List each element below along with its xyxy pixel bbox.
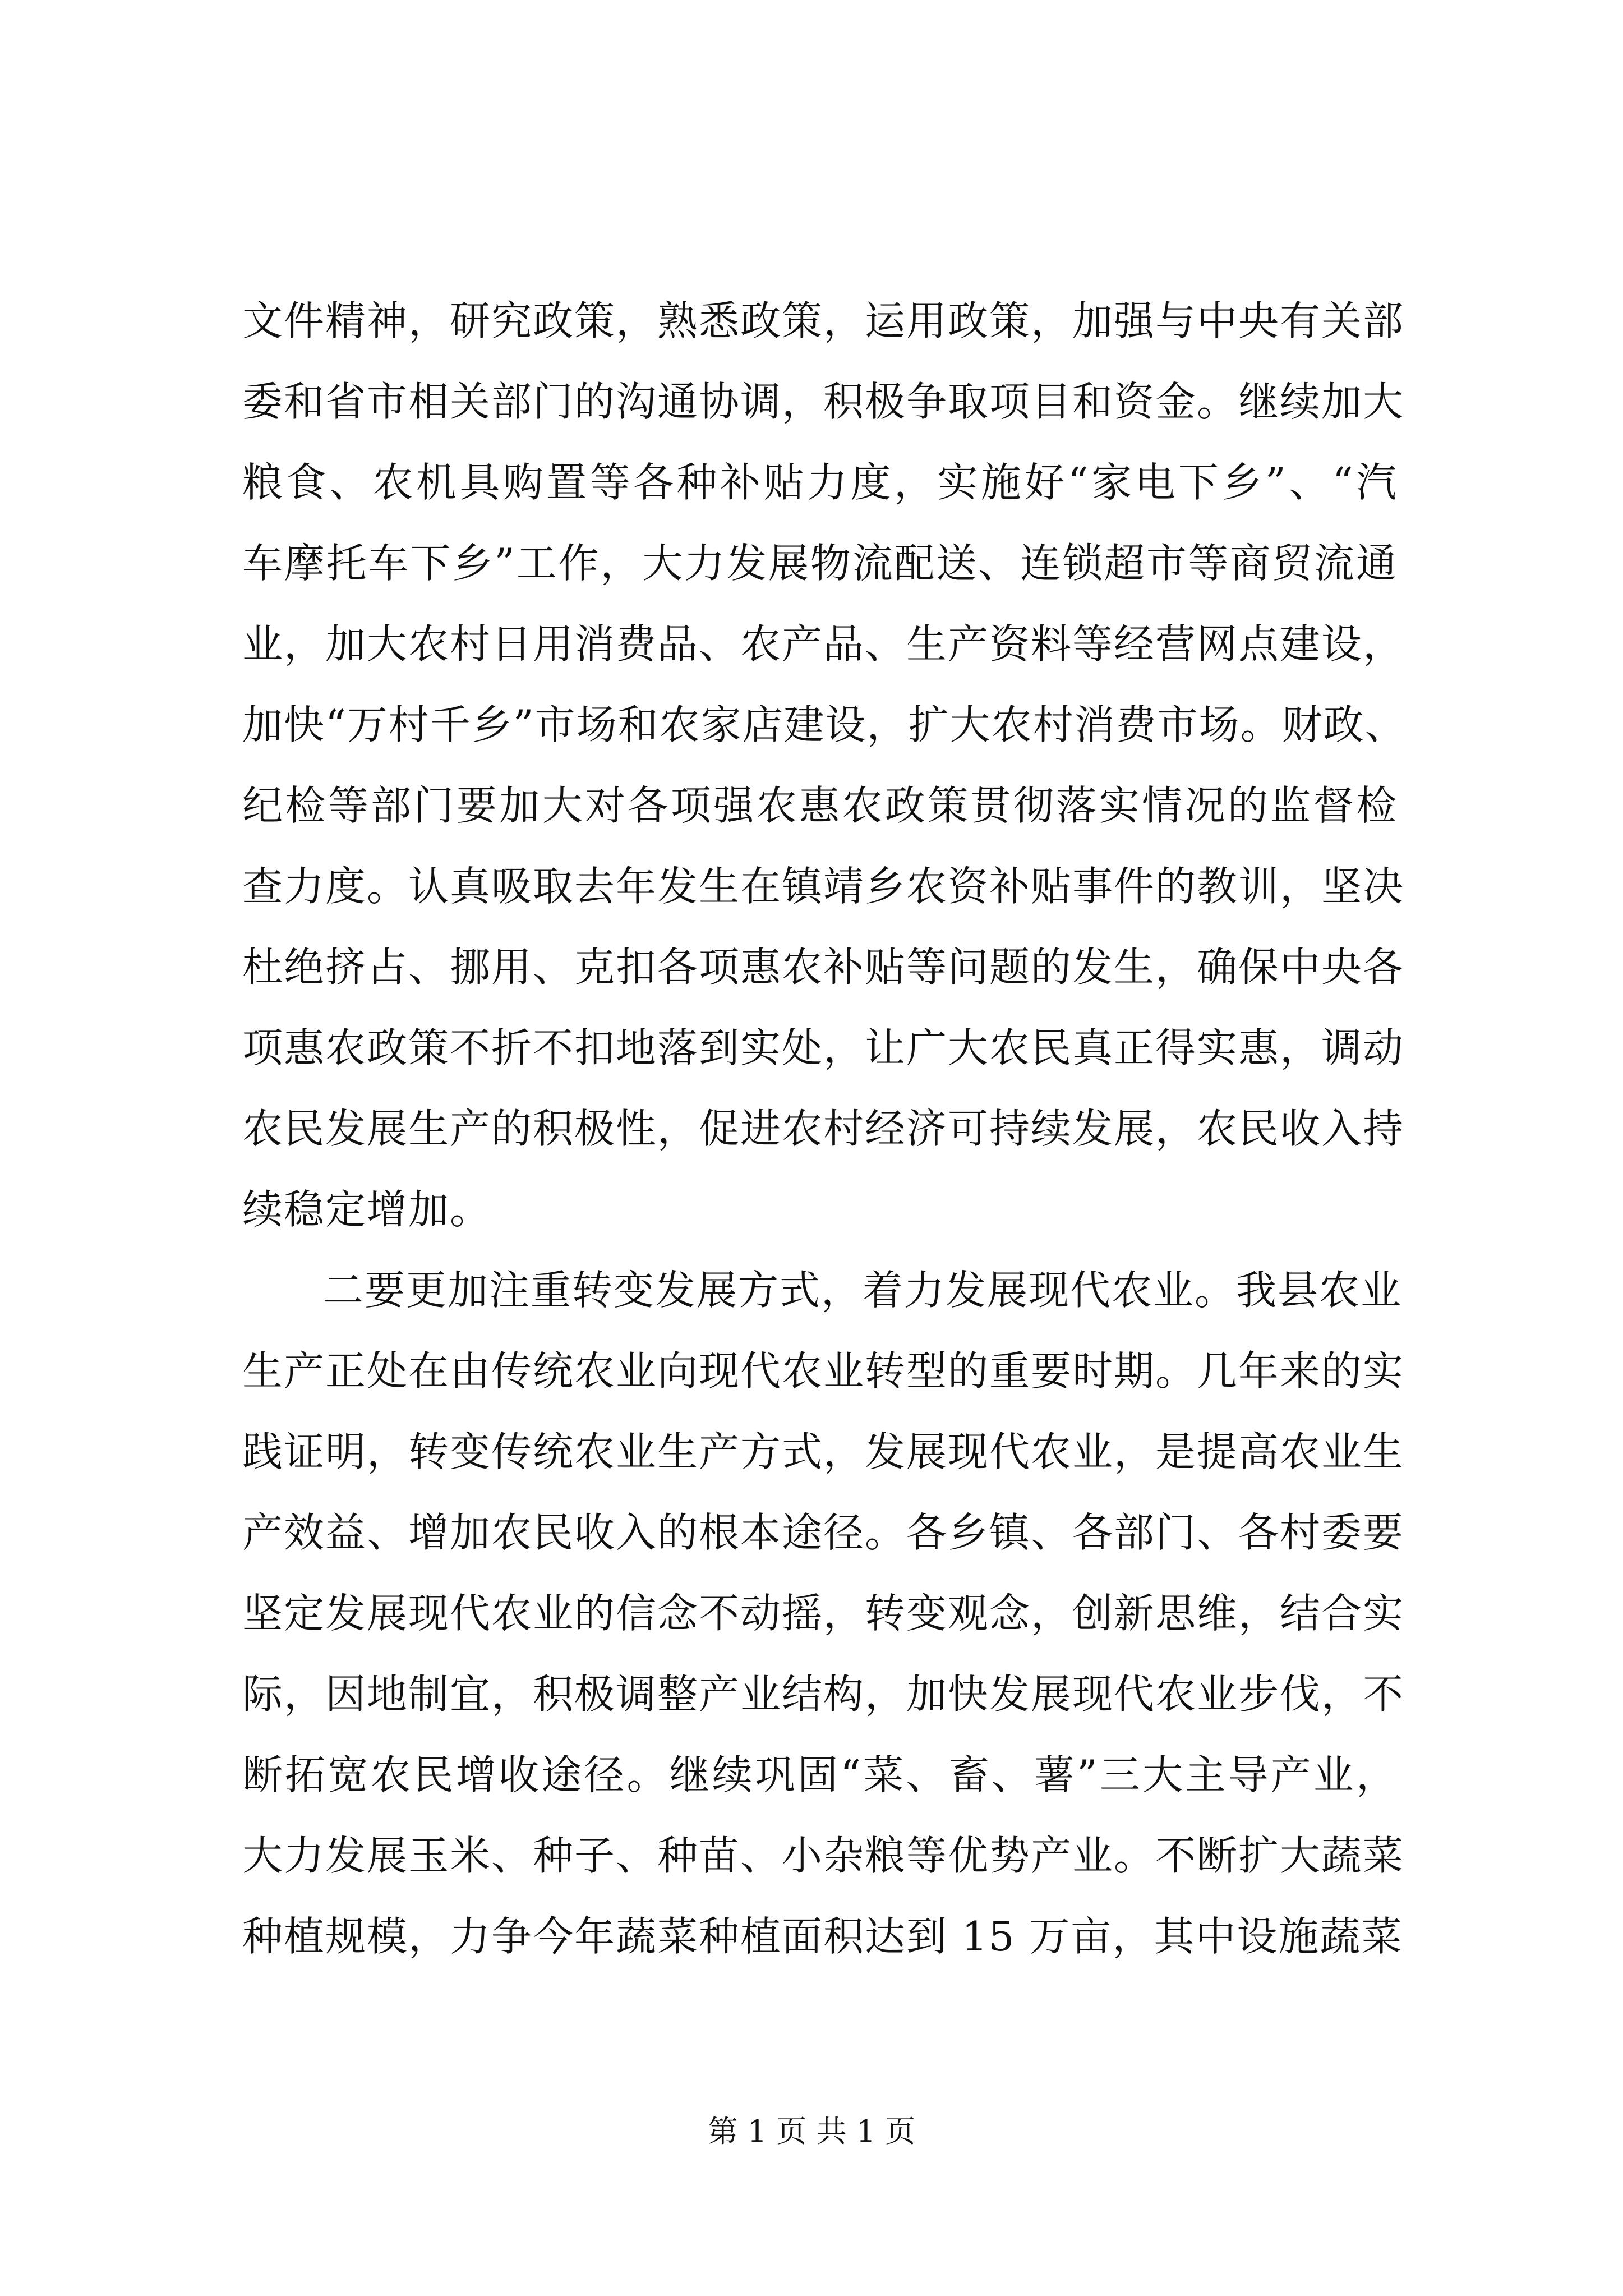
text-line: 项惠农政策不折不扣地落到实处，让广大农民真正得实惠，调动 [242, 1024, 1405, 1071]
text-line: 坚定发展现代农业的信念不动摇，转变观念，创新思维，结合实 [242, 1590, 1405, 1637]
text-line: 业，加大农村日用消费品、农产品、生产资料等经营网点建设， [242, 620, 1405, 668]
text-line: 生产正处在由传统农业向现代农业转型的重要时期。几年来的实 [242, 1347, 1405, 1395]
text-line: 断拓宽农民增收途径。继续巩固“菜、畜、薯”三大主导产业， [242, 1751, 1398, 1798]
page-footer [0, 2109, 1623, 2154]
text-line: 车摩托车下乡”工作，大力发展物流配送、连锁超市等商贸流通 [242, 540, 1398, 587]
text-line: 纪检等部门要加大对各项强农惠农政策贯彻落实情况的监督检 [242, 782, 1398, 829]
text-line: 农民发展生产的积极性，促进农村经济可持续发展，农民收入持 [242, 1105, 1405, 1152]
text-line: 杜绝挤占、挪用、克扣各项惠农补贴等问题的发生，确保中央各 [242, 944, 1405, 991]
text-line-first: 二要更加注重转变发展方式，着力发展现代农业。我县农业 [323, 1267, 1403, 1314]
document-body [242, 280, 1407, 1977]
text-line: 产效益、增加农民收入的根本途径。各乡镇、各部门、各村委要 [242, 1509, 1405, 1556]
text-line: 种植规模，力争今年蔬菜种植面积达到 15 万亩，其中设施蔬菜 [242, 1913, 1403, 1960]
page-number-label: 第 1 页 共 1 页 [707, 2114, 916, 2149]
text-line-last: 续稳定增加。 [242, 1186, 492, 1233]
text-line: 际，因地制宜，积极调整产业结构，加快发展现代农业步伐，不 [242, 1671, 1405, 1718]
text-line: 加快“万村千乡”市场和农家店建设，扩大农村消费市场。财政、 [242, 701, 1407, 748]
text-line: 践证明，转变传统农业生产方式，发展现代农业，是提高农业生 [242, 1428, 1405, 1475]
text-line: 查力度。认真吸取去年发生在镇靖乡农资补贴事件的教训，坚决 [242, 863, 1405, 910]
text-line: 大力发展玉米、种子、种苗、小杂粮等优势产业。不断扩大蔬菜 [242, 1832, 1405, 1879]
text-line: 委和省市相关部门的沟通协调，积极争取项目和资金。继续加大 [242, 378, 1405, 425]
text-line: 文件精神，研究政策，熟悉政策，运用政策，加强与中央有关部 [242, 297, 1405, 344]
paragraph-1 [242, 280, 1407, 1250]
paragraph-2 [242, 1250, 1405, 1977]
text-line: 粮食、农机具购置等各种补贴力度，实施好“家电下乡”、“汽 [242, 459, 1398, 506]
